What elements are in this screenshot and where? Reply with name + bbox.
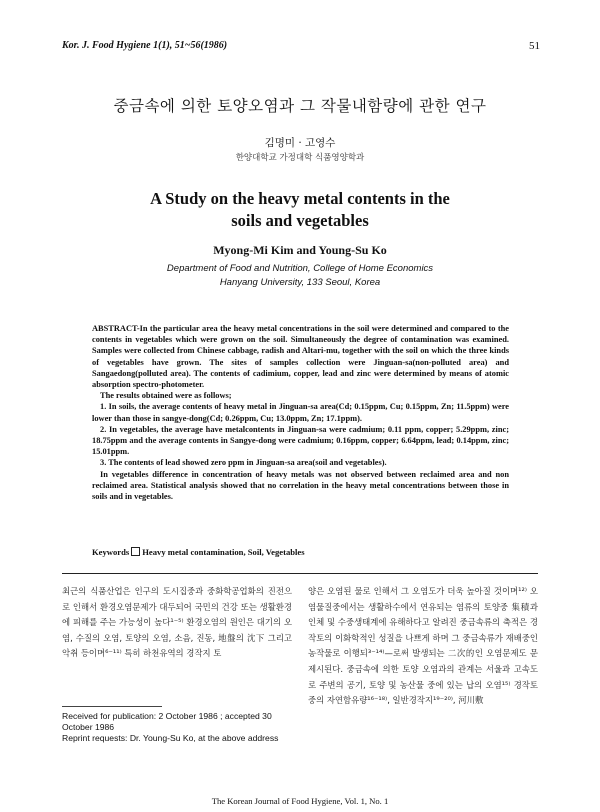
abstract-paragraph: ABSTRACT-In the particular area the heavy metal concentrations in the soil were determined and compared to the contents in vegetables which were grown on the soil. Simultaneously the degree of contamination was examined. Samples were collected from Chinese cabbage, radish and Altari-mu, together with the soil on which the three kinds of vegetables have grown. The sites of samples collection were Jinguan-sa(non-polluted area) and Sangaedong(polluted area). The contents of cadimium, copper, lead and zinc were determined by means of atomic absorption spectro-photometer. (92, 324, 509, 390)
abstract-conclusion: In vegetables difference in concentration of heavy metals was not observed between reclaimed area and non reclaimed area. Statistical analysis showed that no correlation in the heavy metal concentrations between those in soils and in vegetables. (92, 469, 509, 502)
body-left-column (62, 584, 292, 662)
korean-title: 중금속에 의한 토양오염과 그 작물내함량에 관한 연구 (113, 97, 487, 115)
abstract-results-intro: The results obtained were as follows; (100, 391, 232, 401)
affiliation-line2: Hanyang University, 133 Seoul, Korea (219, 277, 381, 288)
keywords-box-icon (131, 547, 140, 556)
body-left-text: 최근의 식품산업은 인구의 도시집중과 중화학공업화의 진전으로 인해서 환경오염문제가 대두되어 국민의 건강 또는 생활환경에 피해를 주는 가능성이 높다¹⁻⁵⁾ 환경오염의 원인은 대기의 오염, 수질의 오염, 토양의 오염, 소음, 진동, 地盤의 沈下 그리고 악취 등이며⁶⁻¹¹⁾ 특히 하천유역의 경작지 토 (62, 586, 292, 659)
keywords-text: Heavy metal contamination, Soil, Vegetables (142, 547, 305, 557)
footnote-reprint: Reprint requests: Dr. Young-Su Ko, at the above address (62, 733, 279, 743)
abstract (92, 323, 509, 502)
running-head: Kor. J. Food Hygiene 1(1), 51~56(1986) (62, 40, 228, 51)
korean-affiliation: 한양대학교 가정대학 식품영양학과 (235, 153, 365, 163)
section-divider (62, 573, 538, 574)
journal-footer: The Korean Journal of Food Hygiene, Vol. 1, No. 1 (211, 796, 389, 806)
body-right-column (308, 584, 538, 709)
page-number: 51 (529, 40, 540, 52)
english-authors: Myong-Mi Kim and Young-Su Ko (213, 243, 387, 257)
footnote (62, 711, 292, 744)
abstract-result-1: 1. In soils, the average contents of heavy metal in Jinguan-sa area(Cd; 0.15ppm, Cu; 0.15ppm, Zn; 11.5ppm) were lower than those in sangye-dong(Cd; 0.26ppm, Cu; 13.0ppm, Zn; 17.1ppm). (92, 402, 509, 423)
english-title (0, 188, 600, 232)
abstract-result-2: 2. In vegetables, the average have metalcontents in Jinguan-sa were cadmium; 0.11 ppm, copper; 5.29ppm, zinc; 18.75ppm and the average contents in Sangye-dong were cadmium; 0.16ppm, copper; 6.64ppm, lead; 0.14ppm, zinc; 15.01ppm. (92, 424, 509, 457)
body-right-text: 양은 오염된 물로 인해서 그 오염도가 더욱 높아질 것이며¹²⁾ 오염물질중에서는 생활하수에서 연유되는 염류의 토양중 集積과 인체 및 수중생태계에 유해하다고 알려진 중금속류의 축적은 경작토의 이화학적인 성질을 나쁘게 하며 그 중금속류가 재배중인 농작물로 이행되³⁻¹⁴⁾—로써 발생되는 二次的인 오염문제도 문제시된다. 중금속에 의한 토양 오염과의 관계는 서울과 고속도로 주변의 공기, 토양 및 농산물 중에 있는 납의 오염¹⁵⁾ 경작토중의 자연함유량¹⁶⁻¹⁸⁾, 일반경작지¹⁹⁻²⁰⁾, 河川敷 (308, 586, 538, 706)
english-title-line1: A Study on the heavy metal contents in the (150, 189, 450, 208)
affiliation-line1: Department of Food and Nutrition, College of Home Economics (166, 263, 434, 274)
keywords (92, 547, 305, 557)
keywords-label: Keywords (92, 547, 130, 557)
english-title-line2: soils and vegetables (231, 211, 369, 230)
footnote-divider (62, 706, 162, 707)
abstract-result-3: 3. The contents of lead showed zero ppm in Jinguan-sa area(soil and vegetables). (100, 458, 387, 468)
footnote-received: Received for publication: 2 October 1986 ; accepted 30 October 1986 (62, 711, 272, 732)
korean-authors: 김명미 · 고영수 (264, 137, 336, 149)
english-affiliation (0, 262, 600, 290)
